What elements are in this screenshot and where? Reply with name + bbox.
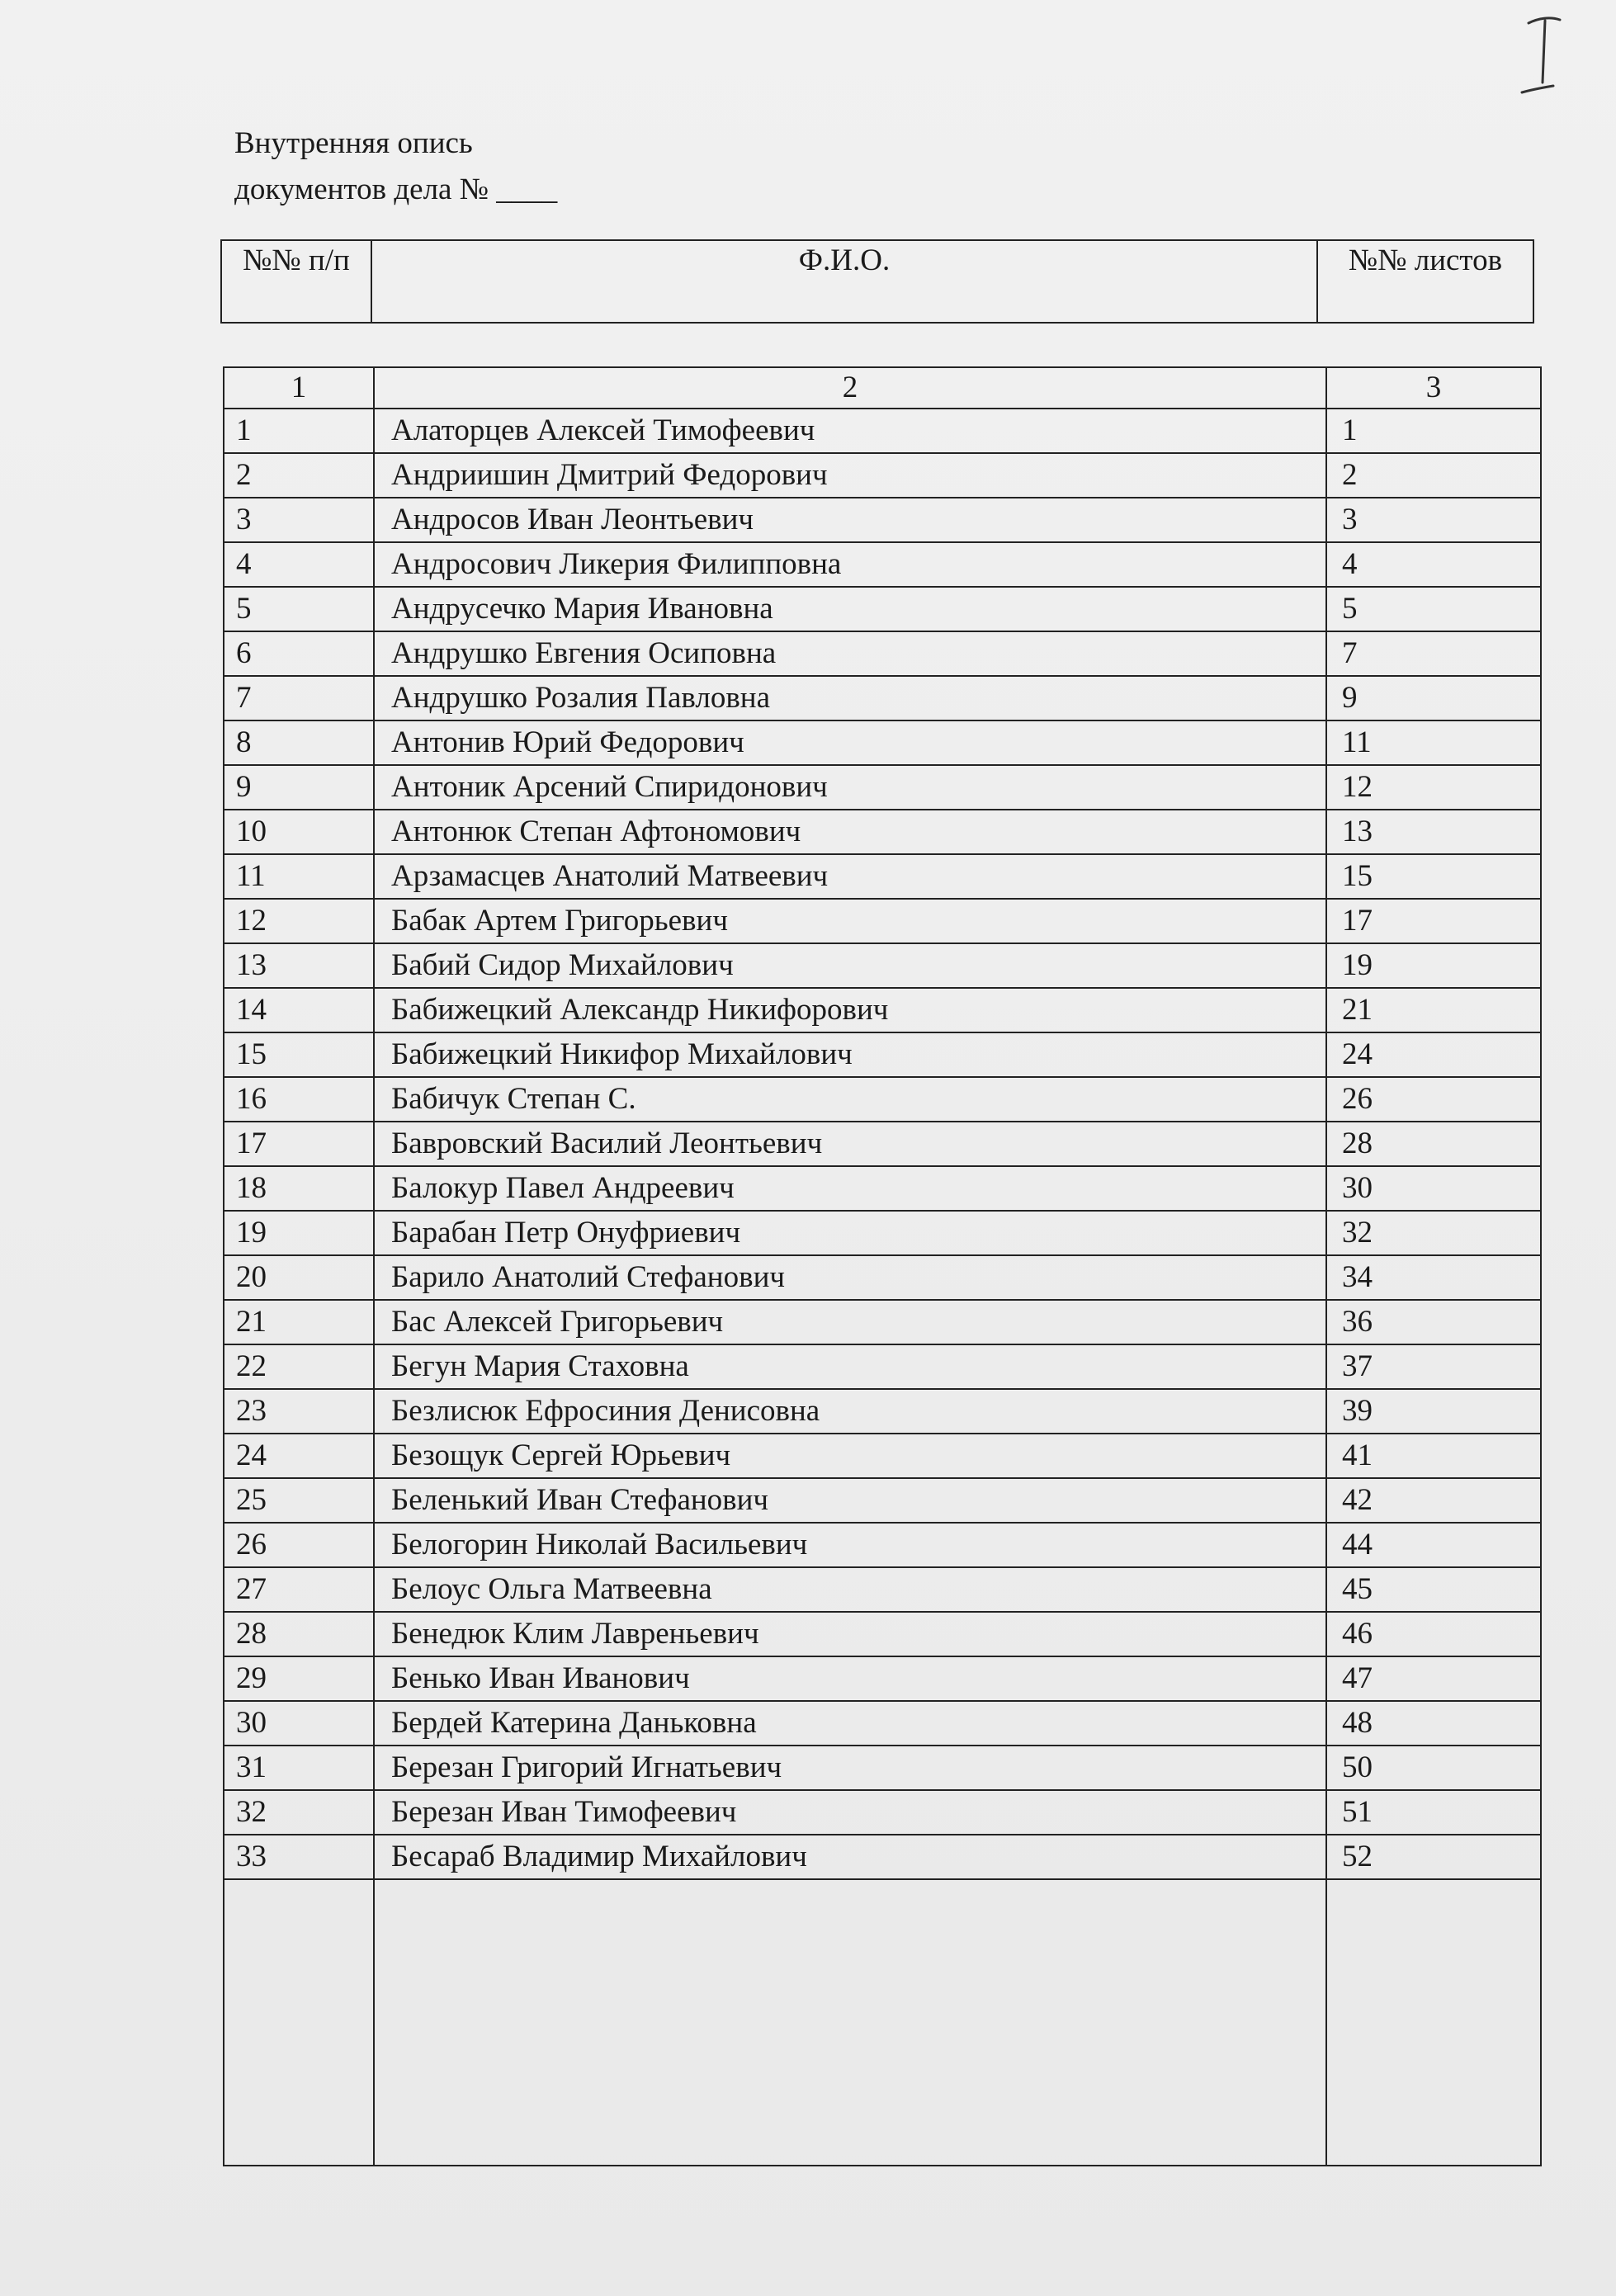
empty-row [224,1879,1541,2166]
row-sheet-number: 4 [1326,542,1541,587]
row-fio: Андросов Иван Леонтьевич [374,498,1326,542]
row-fio: Березан Григорий Игнатьевич [374,1746,1326,1790]
row-fio: Арзамасцев Анатолий Матвеевич [374,854,1326,899]
row-fio: Бенько Иван Иванович [374,1656,1326,1701]
row-number: 4 [224,542,374,587]
header-table [220,239,1534,324]
table-row [224,1077,1541,1122]
row-sheet-number: 24 [1326,1032,1541,1077]
row-sheet-number: 41 [1326,1434,1541,1478]
empty-cell [1326,1879,1541,2166]
table-row [224,1701,1541,1746]
column-number: 3 [1326,367,1541,409]
document-title [234,120,557,213]
row-number: 13 [224,943,374,988]
row-sheet-number: 48 [1326,1701,1541,1746]
row-sheet-number: 26 [1326,1077,1541,1122]
column-numbers-row [224,367,1541,409]
table-row [224,1434,1541,1478]
table-row [224,1166,1541,1211]
row-number: 17 [224,1122,374,1166]
row-number: 33 [224,1835,374,1879]
table-row [224,1122,1541,1166]
row-fio: Бас Алексей Григорьевич [374,1300,1326,1344]
row-fio: Беленький Иван Стефанович [374,1478,1326,1523]
row-number: 2 [224,453,374,498]
row-sheet-number: 46 [1326,1612,1541,1656]
row-sheet-number: 52 [1326,1835,1541,1879]
table-row [224,1389,1541,1434]
table-row [224,1032,1541,1077]
row-sheet-number: 9 [1326,676,1541,720]
row-number: 18 [224,1166,374,1211]
row-sheet-number: 11 [1326,720,1541,765]
row-fio: Бавровский Василий Леонтьевич [374,1122,1326,1166]
row-fio: Безлисюк Ефросиния Денисовна [374,1389,1326,1434]
row-fio: Андросович Ликерия Филипповна [374,542,1326,587]
table-row [224,1300,1541,1344]
row-sheet-number: 44 [1326,1523,1541,1567]
table-row [224,498,1541,542]
row-sheet-number: 3 [1326,498,1541,542]
header-number: №№ п/п [221,240,371,323]
handwritten-mark [1517,7,1566,97]
row-sheet-number: 30 [1326,1166,1541,1211]
row-sheet-number: 19 [1326,943,1541,988]
row-sheet-number: 5 [1326,587,1541,631]
row-fio: Антонюк Степан Афтономович [374,810,1326,854]
table-row [224,943,1541,988]
row-sheet-number: 28 [1326,1122,1541,1166]
header-sheets: №№ листов [1317,240,1533,323]
row-sheet-number: 15 [1326,854,1541,899]
row-number: 5 [224,587,374,631]
row-number: 16 [224,1077,374,1122]
row-number: 22 [224,1344,374,1389]
table-row [224,453,1541,498]
row-fio: Балокур Павел Андреевич [374,1166,1326,1211]
row-number: 28 [224,1612,374,1656]
row-sheet-number: 42 [1326,1478,1541,1523]
row-sheet-number: 34 [1326,1255,1541,1300]
row-sheet-number: 21 [1326,988,1541,1032]
row-number: 29 [224,1656,374,1701]
inventory-table [223,366,1542,2166]
row-fio: Барабан Петр Онуфриевич [374,1211,1326,1255]
column-number: 2 [374,367,1326,409]
row-sheet-number: 47 [1326,1656,1541,1701]
table-body [224,409,1541,2166]
row-fio: Березан Иван Тимофеевич [374,1790,1326,1835]
row-number: 1 [224,409,374,453]
row-sheet-number: 51 [1326,1790,1541,1835]
row-number: 25 [224,1478,374,1523]
row-sheet-number: 50 [1326,1746,1541,1790]
row-sheet-number: 36 [1326,1300,1541,1344]
table-row [224,1612,1541,1656]
row-fio: Андрусечко Мария Ивановна [374,587,1326,631]
row-number: 27 [224,1567,374,1612]
table-row [224,1523,1541,1567]
row-number: 14 [224,988,374,1032]
table-row [224,988,1541,1032]
empty-cell [374,1879,1326,2166]
title-line-2: документов дела № ____ [234,172,558,206]
table-row [224,1790,1541,1835]
table-row [224,765,1541,810]
row-number: 23 [224,1389,374,1434]
table-row [224,899,1541,943]
row-number: 12 [224,899,374,943]
row-sheet-number: 39 [1326,1389,1541,1434]
table-row [224,1656,1541,1701]
row-number: 11 [224,854,374,899]
row-number: 20 [224,1255,374,1300]
table-row [224,1478,1541,1523]
row-fio: Белоус Ольга Матвеевна [374,1567,1326,1612]
row-number: 24 [224,1434,374,1478]
row-sheet-number: 13 [1326,810,1541,854]
row-fio: Бабижецкий Александр Никифорович [374,988,1326,1032]
row-sheet-number: 7 [1326,631,1541,676]
row-number: 10 [224,810,374,854]
header-row [221,240,1533,323]
row-fio: Бегун Мария Стаховна [374,1344,1326,1389]
row-number: 7 [224,676,374,720]
title-line-1: Внутренняя опись [234,126,473,160]
row-fio: Безощук Сергей Юрьевич [374,1434,1326,1478]
column-number: 1 [224,367,374,409]
table-row [224,587,1541,631]
row-sheet-number: 37 [1326,1344,1541,1389]
row-fio: Бердей Катерина Даньковна [374,1701,1326,1746]
table-row [224,1567,1541,1612]
row-fio: Алаторцев Алексей Тимофеевич [374,409,1326,453]
table-row [224,631,1541,676]
row-fio: Бабижецкий Никифор Михайлович [374,1032,1326,1077]
table-row [224,1344,1541,1389]
row-number: 8 [224,720,374,765]
row-fio: Бесараб Владимир Михайлович [374,1835,1326,1879]
row-fio: Барило Анатолий Стефанович [374,1255,1326,1300]
row-sheet-number: 2 [1326,453,1541,498]
empty-cell [224,1879,374,2166]
table-row [224,542,1541,587]
row-number: 32 [224,1790,374,1835]
header-fio: Ф.И.О. [371,240,1317,323]
row-number: 31 [224,1746,374,1790]
table-row [224,1255,1541,1300]
row-number: 26 [224,1523,374,1567]
table-row [224,854,1541,899]
row-sheet-number: 17 [1326,899,1541,943]
table-row [224,409,1541,453]
row-number: 15 [224,1032,374,1077]
row-number: 9 [224,765,374,810]
table-row [224,1211,1541,1255]
row-sheet-number: 12 [1326,765,1541,810]
row-sheet-number: 1 [1326,409,1541,453]
table-row [224,810,1541,854]
row-sheet-number: 45 [1326,1567,1541,1612]
row-fio: Бабак Артем Григорьевич [374,899,1326,943]
row-fio: Бенедюк Клим Лавреньевич [374,1612,1326,1656]
row-fio: Андрушко Розалия Павловна [374,676,1326,720]
row-number: 19 [224,1211,374,1255]
row-number: 6 [224,631,374,676]
row-fio: Белогорин Николай Васильевич [374,1523,1326,1567]
table-row [224,1746,1541,1790]
row-fio: Андрушко Евгения Осиповна [374,631,1326,676]
row-fio: Андриишин Дмитрий Федорович [374,453,1326,498]
table-row [224,1835,1541,1879]
row-number: 21 [224,1300,374,1344]
row-fio: Антоник Арсений Спиридонович [374,765,1326,810]
row-number: 3 [224,498,374,542]
row-sheet-number: 32 [1326,1211,1541,1255]
row-fio: Бабий Сидор Михайлович [374,943,1326,988]
row-fio: Антонив Юрий Федорович [374,720,1326,765]
table-row [224,720,1541,765]
row-fio: Бабичук Степан С. [374,1077,1326,1122]
table-row [224,676,1541,720]
row-number: 30 [224,1701,374,1746]
